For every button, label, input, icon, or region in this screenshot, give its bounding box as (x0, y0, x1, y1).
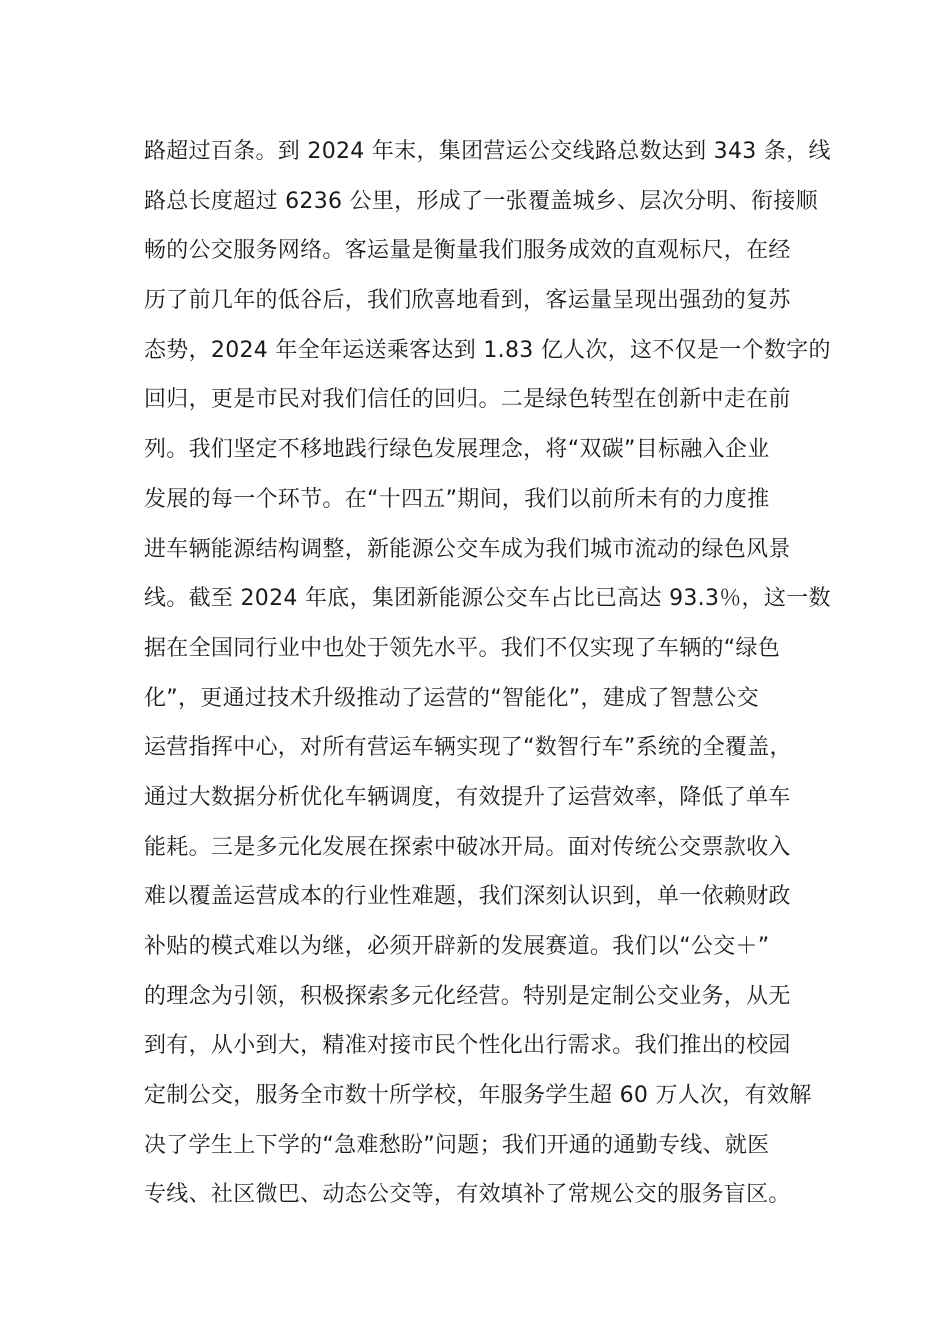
text-line: 专线、社区微巴、动态公交等，有效填补了常规公交的服务盲区。 (144, 1182, 791, 1208)
text-line: 难以覆盖运营成本的行业性难题，我们深刻认识到，单一依赖财政 (144, 884, 791, 910)
text-line: 决了学生上下学的“急难愁盼”问题；我们开通的通勤专线、就医 (144, 1132, 770, 1158)
body-paragraph (144, 130, 831, 1223)
text-line: 历了前几年的低谷后，我们欣喜地看到，客运量呈现出强劲的复苏 (144, 288, 791, 314)
text-line: 化”，更通过技术升级推动了运营的“智能化”，建成了智慧公交 (144, 685, 759, 711)
text-line: 补贴的模式难以为继，必须开辟新的发展赛道。我们以“公交＋” (144, 934, 770, 959)
text-line: 运营指挥中心，对所有营运车辆实现了“数智行车”系统的全覆盖， (144, 735, 792, 761)
text-line: 定制公交，服务全市数十所学校，年服务学生超 60 万人次，有效解 (144, 1083, 812, 1109)
text-line: 列。我们坚定不移地践行绿色发展理念，将“双碳”目标融入企业 (144, 437, 770, 463)
text-line: 的理念为引领，积极探索多元化经营。特别是定制公交业务，从无 (144, 983, 791, 1009)
text-line: 能耗。三是多元化发展在探索中破冰开局。面对传统公交票款收入 (144, 834, 791, 860)
text-line: 路超过百条。到 2024 年末，集团营运公交线路总数达到 343 条，线 (144, 139, 831, 164)
text-line: 回归，更是市民对我们信任的回归。二是绿色转型在创新中走在前 (144, 387, 791, 413)
text-line: 进车辆能源结构调整，新能源公交车成为我们城市流动的绿色风景 (144, 536, 791, 562)
text-line: 据在全国同行业中也处于领先水平。我们不仅实现了车辆的“绿色 (144, 635, 781, 661)
text-line: 到有，从小到大，精准对接市民个性化出行需求。我们推出的校园 (144, 1033, 791, 1059)
text-line: 畅的公交服务网络。客运量是衡量我们服务成效的直观标尺，在经 (144, 238, 791, 264)
text-line: 态势，2024 年全年运送乘客达到 1.83 亿人次，这不仅是一个数字的 (144, 337, 831, 363)
text-line: 发展的每一个环节。在“十四五”期间，我们以前所未有的力度推 (144, 486, 770, 512)
text-line: 线。截至 2024 年底，集团新能源公交车占比已高达 93.3％，这一数 (144, 586, 831, 612)
text-line: 路总长度超过 6236 公里，形成了一张覆盖城乡、层次分明、衔接顺 (144, 188, 818, 214)
text-line: 通过大数据分析优化车辆调度，有效提升了运营效率，降低了单车 (144, 784, 791, 810)
